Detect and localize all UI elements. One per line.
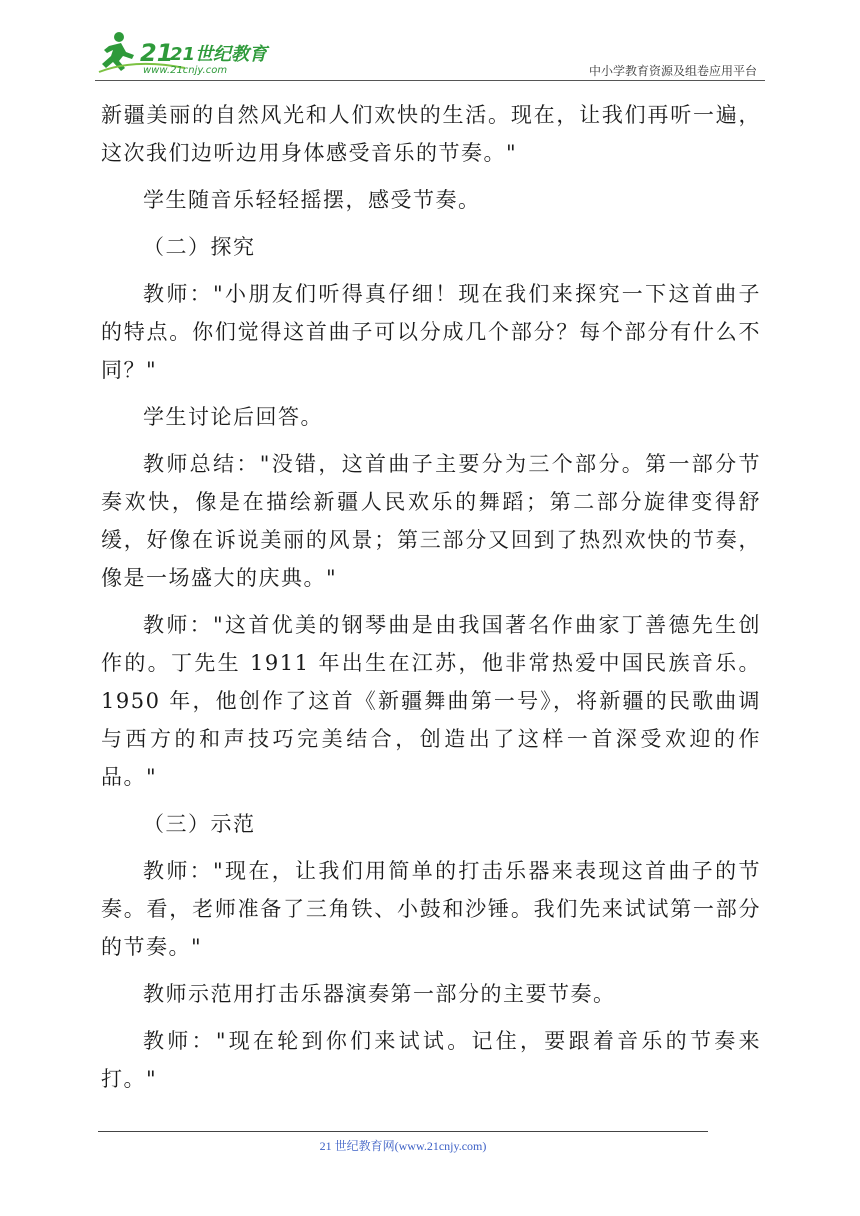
section-heading-demo: （三）示范 [143, 812, 256, 836]
paragraph-student-discuss: 学生讨论后回答。 [143, 405, 323, 429]
paragraph-teacher-demo: 教师示范用打击乐器演奏第一部分的主要节奏。 [143, 982, 616, 1006]
footer-link[interactable]: 21 世纪教育网(www.21cnjy.com) [319, 1139, 487, 1153]
header-divider [95, 80, 765, 81]
paragraph-teacher-question: 教师："小朋友们听得真仔细！现在我们来探究一下这首曲子的特点。你们觉得这首曲子可以分成几个部分？每个部分有什么不同？" [101, 282, 761, 382]
runner-logo-icon [95, 28, 275, 76]
logo-wordmark: 21世纪教育 [170, 44, 268, 65]
logo-url: www.21cnjy.com [143, 65, 228, 76]
section-heading-explore: （二）探究 [143, 235, 256, 259]
paragraph-teacher-summary: 教师总结："没错，这首曲子主要分为三个部分。第一部分节奏欢快，像是在描绘新疆人民欢乐的舞蹈；第二部分旋律变得舒缓，好像在诉说美丽的风景；第三部分又回到了热烈欢快的节奏，像是一场盛大的庆典。" [101, 452, 761, 590]
paragraph-students-try: 教师："现在轮到你们来试试。记住，要跟着音乐的节奏来打。" [101, 1029, 761, 1091]
paragraph-percussion-intro: 教师："现在，让我们用简单的打击乐器来表现这首曲子的节奏。看，老师准备了三角铁、小鼓和沙锤。我们先来试试第一部分的节奏。" [101, 859, 761, 959]
footer-divider [98, 1131, 708, 1132]
paragraph-student-sway: 学生随音乐轻轻摇摆，感受节奏。 [143, 188, 481, 212]
document-body [101, 96, 761, 1107]
site-logo[interactable] [95, 28, 275, 76]
page-header [95, 28, 765, 80]
svg-text:21: 21 [140, 39, 174, 67]
paragraph-continuation: 新疆美丽的自然风光和人们欢快的生活。现在，让我们再听一遍，这次我们边听边用身体感受音乐的节奏。" [101, 103, 761, 165]
paragraph-composer-intro: 教师："这首优美的钢琴曲是由我国著名作曲家丁善德先生创作的。丁先生 1911 年出生在江苏，他非常热爱中国民族音乐。1950 年，他创作了这首《新疆舞曲第一号》，将新疆的民歌曲调与西方的和声技巧完美结合，创造出了这样一首深受欢迎的作品。" [101, 613, 761, 789]
header-tagline: 中小学教育资源及组卷应用平台 [588, 64, 757, 78]
